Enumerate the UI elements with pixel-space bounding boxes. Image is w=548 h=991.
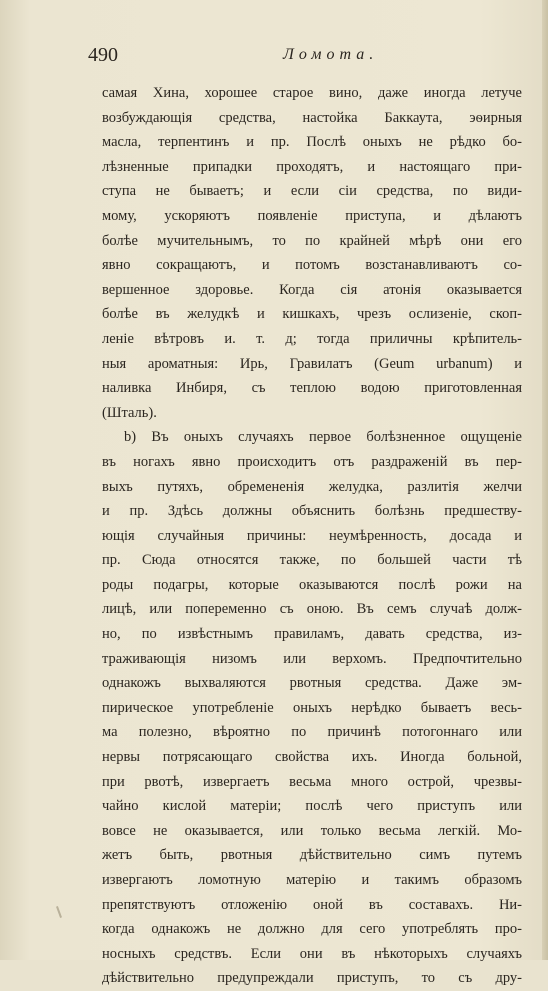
text-line: самая Хина, хорошее старое вино, даже иногда летуче	[102, 85, 522, 101]
text-line: при рвотѣ, извергаетъ весьма много острой, чрезвы-	[102, 773, 522, 790]
text-line: выхъ путяхъ, обремененія желудка, разлитія желчи	[102, 478, 522, 495]
text-line: вершенное здоровье. Когда сія атонія оказывается	[102, 281, 522, 298]
text-line: когда однакожъ не должно для сего употреблять про-	[102, 921, 522, 938]
text-line: масла, терпентинъ и пр. Послѣ оныхъ не рѣдко бо-	[102, 134, 522, 151]
text-line: ющія случайныя причины: неумѣренность, досада и	[102, 527, 522, 544]
text-line: пр. Сюда относятся также, по большей части тѣ	[102, 552, 522, 569]
text-line: вовсе не оказывается, или только весьма легкій. Мо-	[102, 822, 522, 839]
text-line: возбуждающія средства, настойка Баккаута, эѳирныя	[102, 109, 522, 126]
text-line: явно сокращаютъ, и потомъ возстанавливаютъ со-	[102, 257, 522, 274]
paragraph-start-line: b) Въ оныхъ случаяхъ первое болѣзненное ощущеніе	[124, 429, 522, 446]
page-number: 490	[88, 44, 118, 66]
text-line: дѣйствительно предупреждали приступъ, то съ дру-	[102, 970, 522, 987]
text-line: леніе вѣтровъ и. т. д; тогда приличны крѣпитель-	[102, 330, 522, 347]
text-line: ступа не бываетъ; и если сіи средства, по види-	[102, 183, 522, 200]
text-line: (Шталь).	[102, 404, 157, 421]
text-line: чайно кислой матеріи; послѣ чего приступъ или	[102, 798, 522, 815]
text-line: извергаютъ ломотную матерію и такимъ образомъ	[102, 872, 522, 888]
text-line: лѣзненные припадки проходятъ, и настоящаго при-	[102, 158, 522, 175]
text-line: носныхъ средствъ. Если они въ нѣкоторыхъ случаяхъ	[102, 945, 522, 962]
text-line: и пр. Здѣсь должны объяснить болѣзнь предшеству-	[102, 503, 522, 520]
text-line: ма полезно, вѣроятно по причинѣ потогоннаго или	[102, 724, 522, 741]
text-line: пирическое употребленіе оныхъ нерѣдко бываетъ весь-	[102, 699, 522, 716]
margin-mark	[56, 906, 62, 918]
text-line: роды подагры, которые оказываются послѣ рожи на	[102, 576, 522, 593]
text-line: лицѣ, или попеременно съ оною. Въ семъ случаѣ долж-	[102, 601, 522, 618]
text-line: наливка Инбиря, съ теплою водою приготовленная	[102, 380, 522, 397]
text-line: болѣе мучительнымъ, то по крайней мѣрѣ они его	[102, 232, 522, 249]
text-line: жетъ быть, рвотныя дѣйствительно симъ путемъ	[102, 847, 522, 864]
text-line: препятствуютъ отложенію оной въ составахъ. Ни-	[102, 896, 522, 913]
text-line: однакожъ выхваляются рвотныя средства. Даже эм-	[102, 675, 522, 692]
running-title: Ломота.	[283, 46, 379, 63]
page-edge	[542, 0, 548, 960]
text-line: мому, ускоряютъ появленіе приступа, и дѣлаютъ	[102, 207, 522, 224]
text-line: но, по извѣстнымъ правиламъ, давать средства, из-	[102, 626, 522, 643]
page-header	[88, 44, 526, 68]
text-line: болѣе въ желудкѣ и кишкахъ, чрезъ ослизеніе, скоп-	[102, 306, 522, 323]
text-line: нервы потрясающаго свойства ихъ. Иногда больной,	[102, 749, 522, 766]
text-line: въ ногахъ явно происходитъ отъ раздраженій въ пер-	[102, 453, 522, 470]
text-line: ныя ароматныя: Ирь, Гравилатъ (Geum urbanum) и	[102, 355, 522, 372]
body-text	[102, 81, 522, 991]
text-line: траживающія низомъ или верхомъ. Предпочтительно	[102, 650, 522, 667]
